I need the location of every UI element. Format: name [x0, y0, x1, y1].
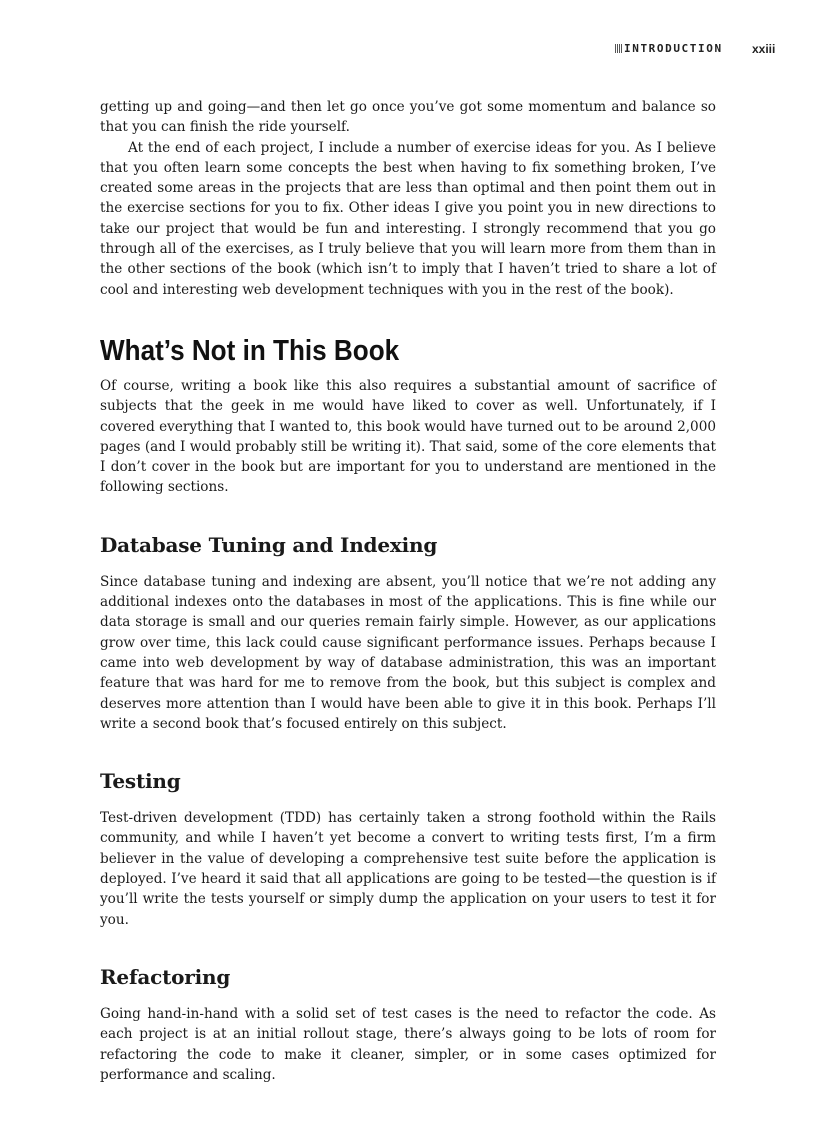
page-number: xxiii [752, 42, 776, 56]
running-head-chapter: INTRODUCTION [624, 42, 723, 55]
intro-paragraph-continued: getting up and going—and then let go once you’ve got some momentum and balance so that you can finish the ride yourself. [100, 99, 716, 136]
refactoring-paragraph: Going hand-in-hand with a solid set of test cases is the need to refactor the code. As each project is at an initial rollout stage, there’s always going to be lots of room for refactoring the code to make it cleaner, simpler, or in some cases optimized for performance and scaling. [100, 1005, 716, 1083]
testing-paragraph: Test-driven development (TDD) has certainly taken a strong foothold within the Rails community, and while I haven’t yet become a convert to writing tests first, I’m a firm believer in the value of developing a comprehensive test suite before the application is deployed. I’ve heard it said that all applications are going to be tested—the question is if you’ll write the tests yourself or simply dump the application on your users to test it for you. [100, 810, 716, 928]
page-content [100, 97, 716, 1085]
database-paragraph: Since database tuning and indexing are absent, you’ll notice that we’re not adding any additional indexes onto the databases in most of the applications. This is fine while our data storage is small and our queries remain fairly simple. However, as our applications grow over time, this lack could cause significant performance issues. Perhaps because I came into web development by way of database administration, this was an important feature that was hard for me to remove from the book, but this subject is complex and deserves more attention than I would have been able to give it in this book. Perhaps I’ll write a second book that’s focused entirely on this subject. [100, 573, 716, 732]
running-head-marker-icon [615, 44, 622, 53]
intro-paragraph-exercises: At the end of each project, I include a number of exercise ideas for you. As I believe that you often learn some concepts the best when having to fix something broken, I’ve created some areas in the projects that are less than optimal and then point them out in the exercise sections for you to fix. Other ideas I give you point you in new directions to take our project that would be fun and interesting. I strongly recommend that you go through all of the exercises, as I truly believe that you will learn more from them than in the other sections of the book (which isn’t to imply that I haven’t tried to share a lot of cool and interesting web development techniques with you in the rest of the book). [100, 139, 716, 298]
running-head [0, 42, 816, 58]
section-heading-whats-not: What’s Not in This Book [100, 334, 400, 367]
subsection-heading-testing: Testing [100, 769, 181, 794]
subsection-heading-database: Database Tuning and Indexing [100, 532, 438, 557]
subsection-heading-refactoring: Refactoring [100, 964, 231, 989]
whats-not-paragraph: Of course, writing a book like this also requires a substantial amount of sacrifice of subjects that the geek in me would have liked to cover as well. Unfortunately, if I covered everything that I wanted to, this book would have turned out to be around 2,000 pages (and I would probably still be writing it). That said, some of the core elements that I don’t cover in the book but are important for you to understand are mentioned in the following sections. [100, 377, 716, 496]
